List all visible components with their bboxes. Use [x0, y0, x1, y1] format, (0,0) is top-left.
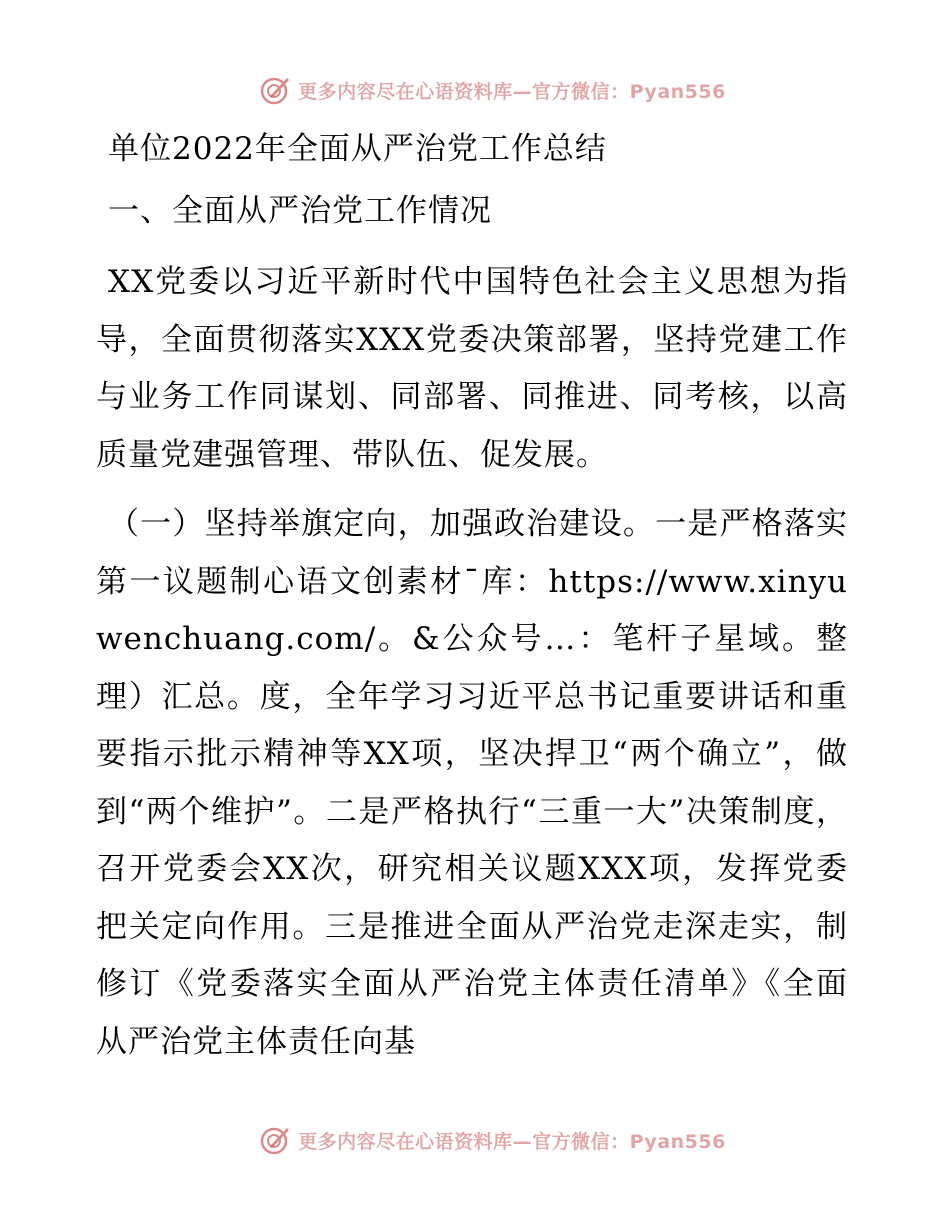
watermark-content [224, 1124, 726, 1156]
paragraph-intro: XX党委以习近平新时代中国特色社会主义思想为指导，全面贯彻落实XXX党委决策部署，坚持党建工作与业务工作同谋划、同部署、同推进、同考核，以高质量党建强管理、带队伍、促发展。 [96, 264, 848, 473]
watermark-banner-bottom [0, 1120, 950, 1160]
pen-logo-icon [260, 1124, 292, 1156]
document-title: 单位2022年全面从严治党工作总结 [108, 131, 607, 167]
watermark-content [224, 74, 726, 106]
pen-logo-icon [260, 74, 292, 106]
watermark-text: 更多内容尽在心语资料库—官方微信：Pyan556 [298, 1130, 726, 1153]
paragraph-political-building: （一）坚持举旗定向，加强政治建设。一是严格落实第一议题制心语文创素材¯库：https://www.xinyuwenchuang.com/。&公众号…：笔杆子星域。整理）汇总。度，全年学习习近平总书记重要讲话和重要指示批示精神等XX项，坚决捍卫“两个确立”，做到“两个维护”。二是严格执行“三重一大”决策制度，召开党委会XX次，研究相关议题XXX项，发挥党委把关定向作用。三是推进全面从严治党走深走实，制修订《党委落实全面从严治党主体责任清单》《全面从严治党主体责任向基 [96, 506, 848, 1060]
section-heading: 一、全面从严治党工作情况 [108, 193, 492, 229]
watermark-text: 更多内容尽在心语资料库—官方微信：Pyan556 [298, 80, 726, 103]
document-body [96, 124, 848, 1071]
watermark-banner-top [0, 70, 950, 110]
